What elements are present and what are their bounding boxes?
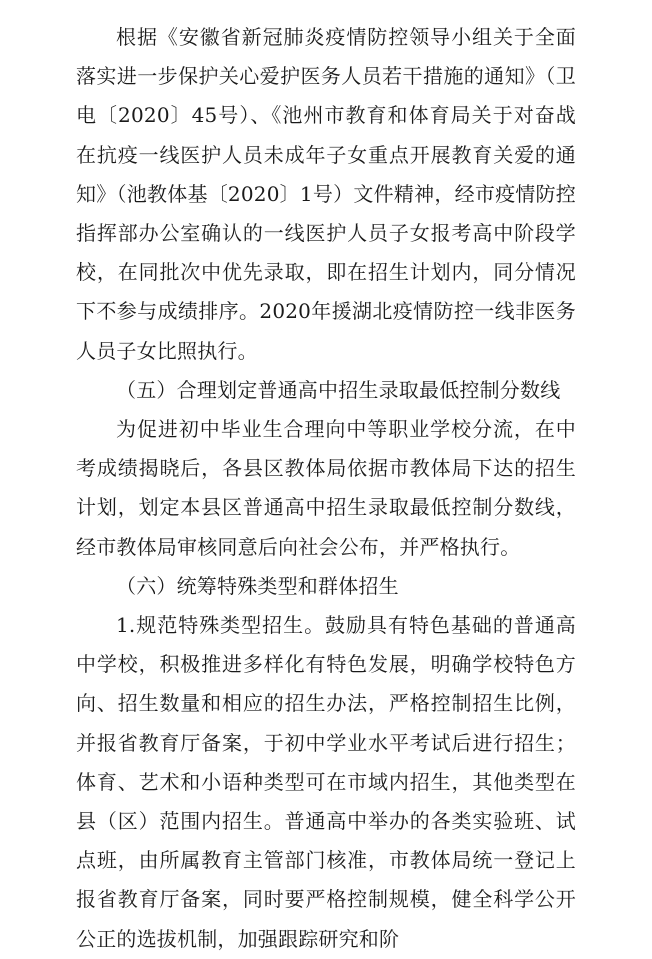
paragraph-special-type-enrollment: 1.规范特殊类型招生。鼓励具有特色基础的普通高中学校，积极推进多样化有特色发展，明确学校特色方向、招生数量和相应的招生办法，严格控制招生比例，并报省教育厅备案，于初中学业水平考试后进行招生；体育、艺术和小语种类型可在市域内招生，其他类型在县（区）范围内招生。普通高中举办的各类实验班、试点班，由所属教育主管部门核准，市教体局统一登记上报省教育厅备案，同时要严格控制规模，健全科学公开公正的选拔机制，加强跟踪研究和阶	[76, 613, 576, 951]
document-body	[76, 18, 576, 959]
paragraph-minimum-score-line: 为促进初中毕业生合理向中等职业学校分流，在中考成绩揭晓后，各县区教体局依据市教体局下达的招生计划，划定本县区普通高中招生录取最低控制分数线，经市教体局审核同意后向社会公布，并严格执行。	[76, 417, 576, 559]
section-heading-five: （五）合理划定普通高中招生录取最低控制分数线	[116, 377, 561, 402]
section-heading-six: （六）统筹特殊类型和群体招生	[116, 573, 399, 598]
paragraph-medical-staff-children-policy: 根据《安徽省新冠肺炎疫情防控领导小组关于全面落实进一步保护关心爱护医务人员若干措施的通知》（卫电〔2020〕45号）、《池州市教育和体育局关于对奋战在抗疫一线医护人员未成年子女重点开展教育关爱的通知》（池教体基〔2020〕1号）文件精神，经市疫情防控指挥部办公室确认的一线医护人员子女报考高中阶段学校，在同批次中优先录取，即在招生计划内，同分情况下不参与成绩排序。2020年援湖北疫情防控一线非医务人员子女比照执行。	[76, 25, 576, 363]
